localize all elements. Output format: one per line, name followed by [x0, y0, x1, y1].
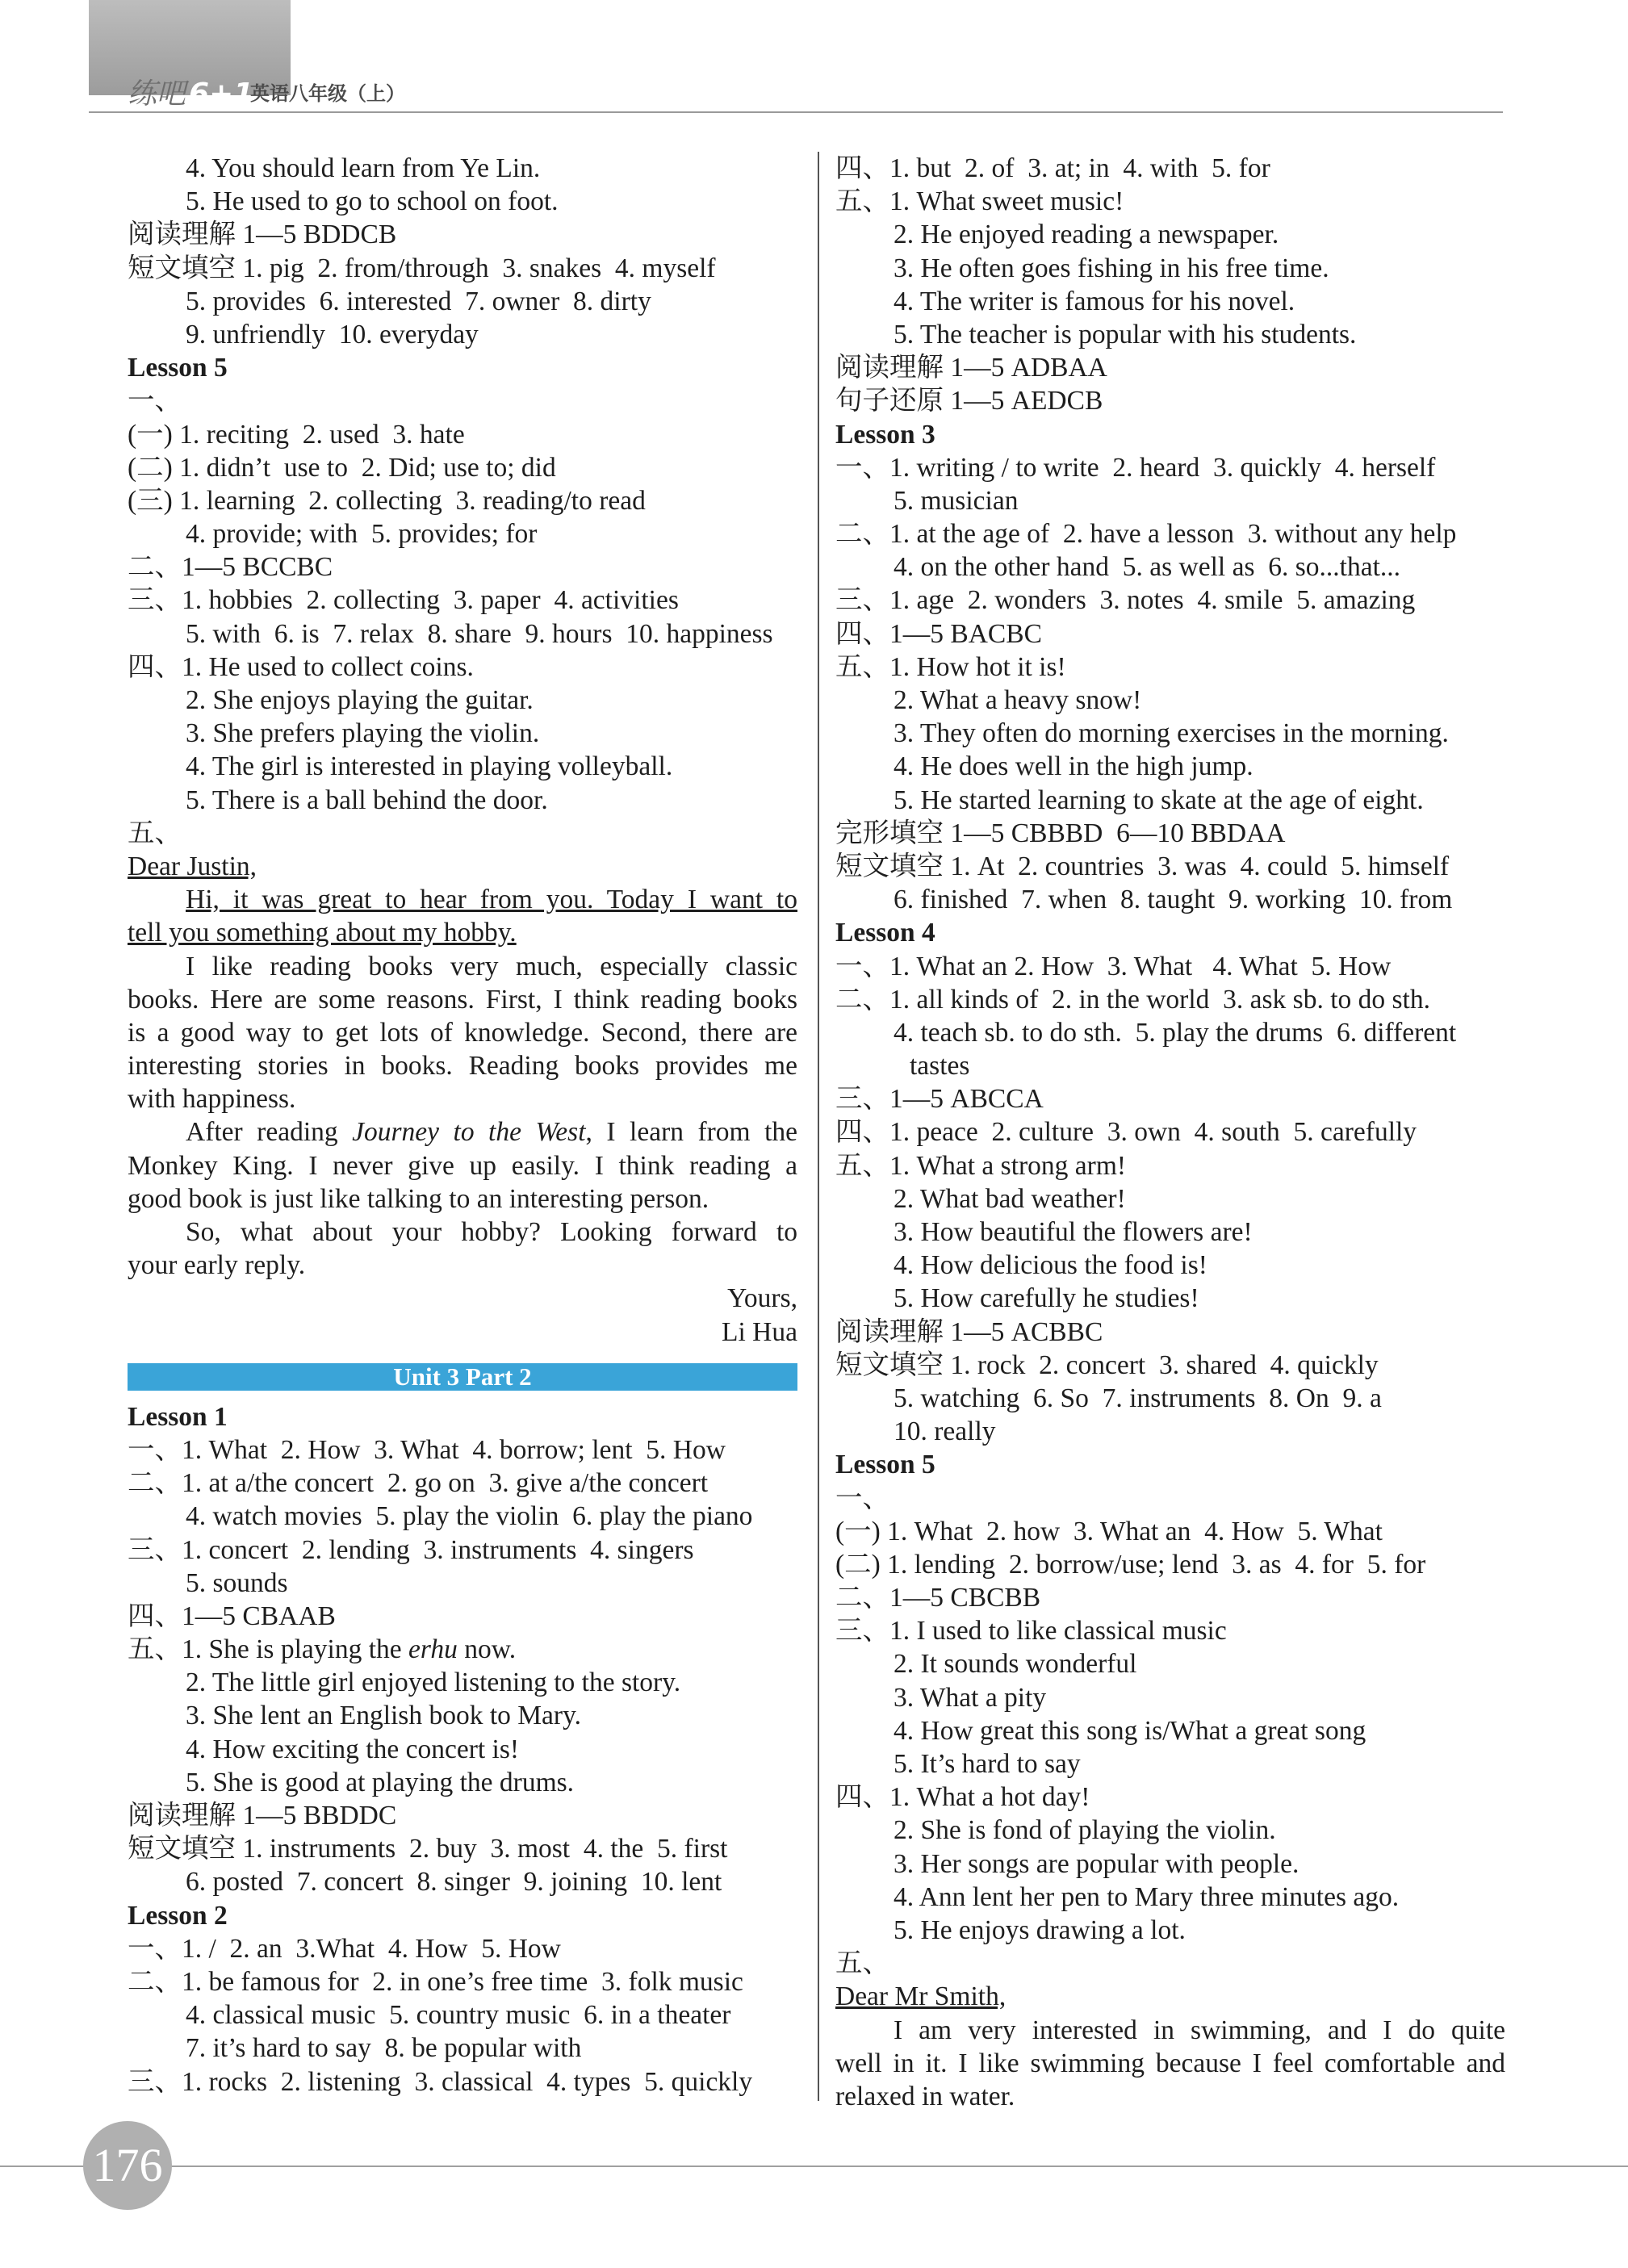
answer-line: 4. Ann lent her pen to Mary three minutes ago.: [894, 1881, 1400, 1912]
answer-line: 3. He often goes fishing in his free time.: [894, 253, 1329, 283]
answer-line: 三、1. concert 2. lending 3. instruments 4. singers: [128, 1534, 694, 1565]
answer-line: Dear Mr Smith,: [835, 1981, 1007, 2012]
answer-line: 三、1. I used to like classical music: [835, 1616, 1227, 1647]
answer-line: 5. He started learning to skate at the age of eight.: [894, 785, 1424, 815]
unit-banner: Unit 3 Part 2: [128, 1363, 797, 1391]
answer-line: 4. watch movies 5. play the violin 6. play the piano: [186, 1501, 753, 1532]
answer-line: 四、1—5 CBAAB: [128, 1601, 336, 1631]
answer-line: 3. How beautiful the flowers are!: [894, 1217, 1253, 1247]
answer-line: 9. unfriendly 10. everyday: [186, 319, 479, 349]
answer-line: After reading Journey to the West, I learn from the: [186, 1117, 798, 1148]
answer-line: tell you something about my hobby.: [128, 918, 517, 948]
answer-line: 3. They often do morning exercises in the morning.: [894, 718, 1449, 749]
answer-line: 一、1. / 2. an 3.What 4. How 5. How: [128, 1933, 561, 1964]
answer-line: 五、1. What sweet music!: [835, 186, 1124, 217]
answer-line: 4. teach sb. to do sth. 5. play the drums 6. different: [894, 1017, 1457, 1048]
answer-line: 短文填空 1. rock 2. concert 3. shared 4. quickly: [835, 1350, 1379, 1380]
answer-line: 一、1. What an 2. How 3. What 4. What 5. How: [835, 951, 1392, 981]
answer-line: (一) 1. reciting 2. used 3. hate: [128, 419, 465, 450]
answer-line: 7. it’s hard to say 8. be popular with: [186, 2033, 582, 2064]
answer-line: I am very interested in swimming, and I do quite: [894, 2015, 1505, 2045]
answer-line: 5. watching 6. So 7. instruments 8. On 9. a: [894, 1383, 1382, 1413]
answer-line: (三) 1. learning 2. collecting 3. reading/to read: [128, 485, 646, 516]
answer-line: tastes: [910, 1051, 970, 1082]
answer-line: 2. She enjoys playing the guitar.: [186, 685, 534, 715]
answer-line: 2. He enjoyed reading a newspaper.: [894, 220, 1279, 250]
answer-line: 4. He does well in the high jump.: [894, 751, 1253, 782]
answer-line: 3. She lent an English book to Mary.: [186, 1701, 582, 1731]
answer-line: (一) 1. What 2. how 3. What an 4. How 5. What: [835, 1516, 1383, 1546]
answer-line: I like reading books very much, especially classic: [186, 951, 797, 981]
header-divider: [89, 111, 1503, 113]
answer-line: 2. The little girl enjoyed listening to the story.: [186, 1668, 681, 1698]
answer-line: Yours,: [727, 1283, 797, 1314]
answer-line: 5. He used to go to school on foot.: [186, 186, 559, 217]
answer-line: So, what about your hobby? Looking forward to: [186, 1217, 797, 1247]
answer-line: is a good way to get lots of knowledge. Second, there are: [128, 1017, 797, 1048]
page-number: 176: [83, 2121, 172, 2210]
answer-line: 四、1. but 2. of 3. at; in 4. with 5. for: [835, 153, 1270, 183]
answer-line: 完形填空 1—5 CBBBD 6—10 BBDAA: [835, 818, 1286, 848]
answer-line: 三、1. age 2. wonders 3. notes 4. smile 5. amazing: [835, 585, 1416, 616]
left-column: [128, 152, 797, 2099]
answer-line: 3. She prefers playing the violin.: [186, 718, 540, 749]
answer-line: 3. What a pity: [894, 1682, 1047, 1713]
answer-line: Li Hua: [722, 1316, 797, 1347]
answer-line: 5. with 6. is 7. relax 8. share 9. hours 10. happiness: [186, 618, 773, 649]
answer-line: Monkey King. I never give up easily. I think reading a: [128, 1150, 797, 1181]
answer-line: 2. What bad weather!: [894, 1183, 1126, 1214]
answer-line: interesting stories in books. Reading books provides me: [128, 1051, 797, 1082]
answer-line: 4. provide; with 5. provides; for: [186, 519, 538, 550]
answer-line: 4. How delicious the food is!: [894, 1250, 1207, 1281]
answer-line: 四、1—5 BACBC: [835, 618, 1042, 649]
answer-line: 三、1. hobbies 2. collecting 3. paper 4. activities: [128, 585, 679, 616]
answer-line: 5. It’s hard to say: [894, 1749, 1081, 1779]
answer-line: 五、: [835, 1948, 889, 1979]
answer-line: 一、: [128, 386, 182, 416]
answer-line: 4. How great this song is/What a great song: [894, 1715, 1366, 1746]
answer-line: 阅读理解 1—5 BDDCB: [128, 220, 397, 250]
answer-line: 四、1. He used to collect coins.: [128, 651, 474, 682]
answer-line: 5. sounds: [186, 1567, 288, 1598]
answer-line: 五、1. What a strong arm!: [835, 1150, 1127, 1181]
lesson-heading: Lesson 5: [835, 1450, 935, 1480]
answer-line: 五、: [128, 818, 182, 848]
header-brand: 练吧 6+1: [128, 77, 254, 111]
header-series: 6+1: [189, 77, 254, 111]
answer-line: books. Here are some reasons. First, I think reading books: [128, 984, 797, 1015]
answer-line: 2. She is fond of playing the violin.: [894, 1815, 1276, 1846]
answer-line: 五、1. How hot it is!: [835, 651, 1066, 682]
lesson-heading: Lesson 3: [835, 419, 935, 450]
answer-line: 4. You should learn from Ye Lin.: [186, 153, 541, 183]
answer-line: 一、1. What 2. How 3. What 4. borrow; lent 5. How: [128, 1434, 726, 1465]
footer-divider: [0, 2165, 1628, 2167]
right-column: [835, 152, 1505, 2113]
answer-line: Hi, it was great to hear from you. Today I want to: [186, 885, 797, 915]
answer-line: 6. posted 7. concert 8. singer 9. joining 10. lent: [186, 1867, 722, 1898]
answer-line: 三、1. rocks 2. listening 3. classical 4. types 5. quickly: [128, 2066, 753, 2097]
answer-line: your early reply.: [128, 1250, 306, 1281]
answer-line: 阅读理解 1—5 BBDDC: [128, 1801, 397, 1831]
answer-line: 3. Her songs are popular with people.: [894, 1848, 1299, 1879]
answer-line: 6. finished 7. when 8. taught 9. working 10. from: [894, 885, 1453, 915]
answer-line: 五、1. She is playing the erhu now.: [128, 1634, 517, 1665]
answer-line: 4. How exciting the concert is!: [186, 1734, 520, 1764]
answer-line: 一、1. writing / to write 2. heard 3. quickly 4. herself: [835, 452, 1436, 483]
answer-line: 4. classical music 5. country music 6. in a theater: [186, 2000, 731, 2031]
answer-line: 2. It sounds wonderful: [894, 1649, 1137, 1680]
answer-line: 5. How carefully he studies!: [894, 1283, 1199, 1314]
answer-line: 短文填空 1. instruments 2. buy 3. most 4. the 5. first: [128, 1834, 728, 1864]
answer-line: 三、1—5 ABCCA: [835, 1084, 1044, 1115]
answer-line: well in it. I like swimming because I feel comfortable and: [835, 2048, 1505, 2078]
answer-line: 二、1—5 BCCBC: [128, 552, 333, 583]
answer-line: 二、1. at a/the concert 2. go on 3. give a/the concert: [128, 1468, 709, 1499]
answer-line: 5. She is good at playing the drums.: [186, 1767, 575, 1797]
answer-line: (二) 1. lending 2. borrow/use; lend 3. as 4. for 5. for: [835, 1549, 1426, 1580]
answer-line: 短文填空 1. At 2. countries 3. was 4. could 5. himself: [835, 851, 1450, 881]
answer-line: 阅读理解 1—5 ADBAA: [835, 353, 1107, 383]
answer-line: 5. provides 6. interested 7. owner 8. dirty: [186, 286, 651, 316]
answer-line: 10. really: [894, 1416, 996, 1447]
answer-line: (二) 1. didn’t use to 2. Did; use to; did: [128, 452, 556, 483]
answer-line: 4. The writer is famous for his novel.: [894, 286, 1295, 316]
answer-line: 四、1. What a hot day!: [835, 1782, 1090, 1813]
column-divider: [818, 152, 819, 2101]
answer-line: 5. musician: [894, 485, 1019, 516]
lesson-heading: Lesson 1: [128, 1401, 228, 1432]
answer-line: 一、: [835, 1483, 889, 1513]
answer-line: 阅读理解 1—5 ACBBC: [835, 1316, 1103, 1347]
answer-line: 二、1. all kinds of 2. in the world 3. ask sb. to do sth.: [835, 984, 1430, 1015]
answer-line: 二、1. be famous for 2. in one’s free time 3. folk music: [128, 1966, 743, 1997]
answer-line: 二、1—5 CBCBB: [835, 1583, 1041, 1613]
answer-line: 5. He enjoys drawing a lot.: [894, 1914, 1186, 1945]
answer-line: good book is just like talking to an interesting person.: [128, 1183, 709, 1214]
lesson-heading: Lesson 4: [835, 918, 935, 948]
answer-line: with happiness.: [128, 1084, 296, 1115]
lesson-heading: Lesson 2: [128, 1900, 228, 1931]
answer-line: 二、1. at the age of 2. have a lesson 3. without any help: [835, 519, 1457, 550]
answer-line: 5. The teacher is popular with his students.: [894, 319, 1357, 349]
lesson-heading: Lesson 5: [128, 353, 228, 383]
answer-line: Dear Justin,: [128, 851, 257, 881]
answer-line: 4. on the other hand 5. as well as 6. so...that...: [894, 552, 1401, 583]
header-book-title: 英语八年级（上）: [250, 82, 405, 105]
answer-line: relaxed in water.: [835, 2081, 1015, 2111]
answer-line: 2. What a heavy snow!: [894, 685, 1142, 715]
answer-line: 4. The girl is interested in playing volleyball.: [186, 751, 673, 782]
answer-line: 5. There is a ball behind the door.: [186, 785, 548, 815]
answer-line: 四、1. peace 2. culture 3. own 4. south 5. carefully: [835, 1117, 1417, 1148]
answer-line: 短文填空 1. pig 2. from/through 3. snakes 4. myself: [128, 253, 716, 283]
answer-line: 句子还原 1—5 AEDCB: [835, 386, 1103, 416]
